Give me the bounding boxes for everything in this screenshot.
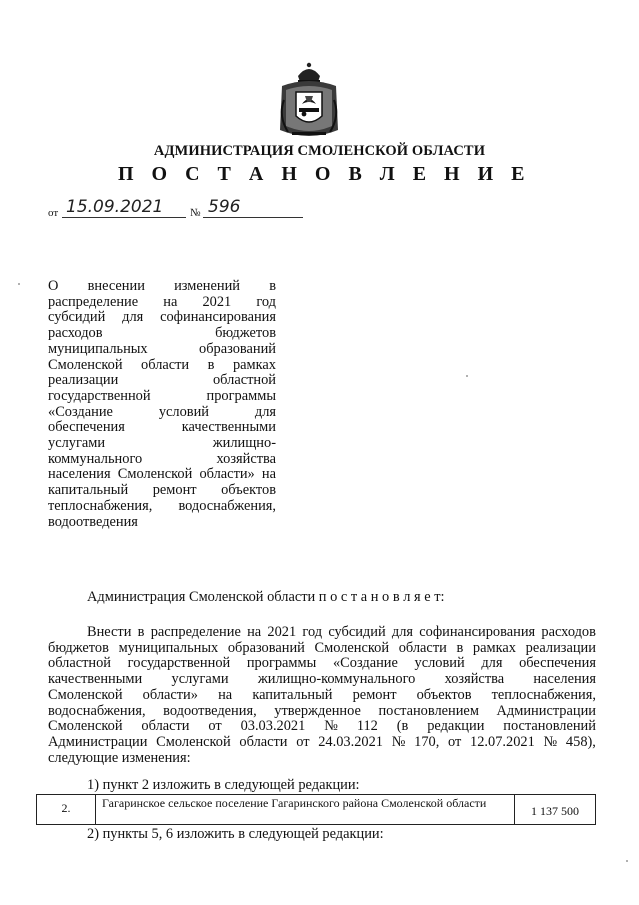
main-text-word: водоснабжения, bbox=[48, 702, 146, 719]
subject-word: областной bbox=[212, 372, 276, 389]
main-text-word: редакции bbox=[427, 718, 485, 735]
subject-word: условий bbox=[158, 403, 209, 420]
subject-line bbox=[48, 483, 276, 499]
main-text-word: 24.03.2021 bbox=[318, 733, 383, 750]
main-text-word: теплоснабжения, bbox=[491, 686, 596, 703]
main-text-word: жилищно-коммунального bbox=[257, 671, 416, 688]
subject-line bbox=[48, 467, 276, 483]
item-2-text: 2) пункты 5, 6 изложить в следующей редакции: bbox=[87, 826, 384, 842]
main-text-line bbox=[48, 656, 596, 672]
date-value: 15.09.2021 bbox=[66, 197, 164, 217]
subject-word: О bbox=[48, 278, 59, 294]
subject-word: в bbox=[207, 356, 215, 373]
scan-speck bbox=[626, 860, 628, 862]
main-text-word: расходов bbox=[541, 624, 596, 640]
main-text-word: области bbox=[398, 639, 447, 656]
subject-line bbox=[48, 279, 276, 295]
organization-title: АДМИНИСТРАЦИЯ СМОЛЕНСКОЙ ОБЛАСТИ bbox=[153, 143, 486, 159]
main-text-word: программы bbox=[246, 655, 317, 672]
coat-of-arms-emblem bbox=[274, 60, 344, 142]
main-text-word: 2021 bbox=[267, 624, 297, 640]
subject-word: качественными bbox=[181, 419, 276, 436]
subject-word: водоснабжения, bbox=[178, 497, 276, 514]
main-text-word: услугами bbox=[171, 671, 229, 688]
subject-word: изменений bbox=[174, 278, 240, 294]
main-text-word: Смоленской bbox=[48, 718, 123, 735]
main-text-line bbox=[48, 751, 596, 767]
main-text-word: областной bbox=[48, 655, 112, 672]
main-text-word: Смоленской bbox=[314, 639, 390, 656]
subject-word: теплоснабжения, bbox=[48, 497, 153, 514]
subject-word: бюджетов bbox=[215, 325, 276, 342]
main-text-line bbox=[48, 735, 596, 751]
subject-line bbox=[48, 515, 276, 531]
main-text-line bbox=[48, 641, 596, 657]
subject-word: образований bbox=[199, 340, 276, 357]
subject-word: ремонт bbox=[152, 482, 197, 499]
main-text-line bbox=[48, 688, 596, 704]
distribution-table-row bbox=[36, 794, 596, 825]
subject-line bbox=[48, 405, 276, 421]
subject-word: хозяйства bbox=[216, 450, 276, 467]
main-text-word: Администрации bbox=[48, 733, 148, 750]
main-text-word: для bbox=[481, 655, 503, 672]
subject-line bbox=[48, 358, 276, 374]
scan-speck bbox=[18, 283, 20, 285]
subject-word: населения bbox=[48, 466, 111, 483]
item-1-text: 1) пункт 2 изложить в следующей редакции: bbox=[87, 777, 360, 793]
subject-word: на bbox=[261, 466, 276, 483]
subject-word: год bbox=[256, 293, 276, 310]
main-text-word: Администрации bbox=[496, 702, 596, 719]
main-text-word: от bbox=[448, 733, 462, 750]
main-text-word: Смоленской bbox=[48, 686, 123, 703]
main-text-word: субсидий bbox=[328, 624, 386, 640]
subject-line bbox=[48, 342, 276, 358]
main-text-word: (в bbox=[396, 718, 409, 735]
number-underline bbox=[203, 217, 303, 218]
subject-block bbox=[48, 279, 276, 530]
main-text-word: реализации bbox=[525, 639, 596, 656]
main-text-word: 170, bbox=[414, 733, 440, 750]
subject-word: капитальный bbox=[48, 482, 129, 499]
table-row-municipality: Гагаринское сельское поселение Гагаринского района Смоленской области bbox=[96, 795, 515, 824]
subject-word: Смоленской bbox=[117, 466, 193, 483]
subject-word: распределение bbox=[48, 293, 139, 310]
main-text-word: утвержденное bbox=[274, 702, 361, 719]
subject-word: муниципальных bbox=[48, 340, 148, 357]
main-text-word: 112 bbox=[356, 718, 378, 735]
subject-line bbox=[48, 389, 276, 405]
subject-word: субсидий bbox=[48, 309, 106, 326]
table-row-number: 2. bbox=[37, 795, 96, 824]
subject-word: коммунального bbox=[48, 450, 143, 467]
date-label: от bbox=[48, 207, 59, 219]
main-text-word: 458), bbox=[565, 733, 596, 750]
main-text-word: № bbox=[324, 718, 338, 735]
item-2-paragraph bbox=[48, 827, 596, 843]
subject-word: Смоленской bbox=[48, 356, 123, 373]
main-text-word: капитальный bbox=[252, 686, 333, 703]
subject-word: на bbox=[163, 293, 178, 310]
subject-word: программы bbox=[206, 387, 276, 404]
subject-word: реализации bbox=[48, 372, 119, 389]
main-text-word: населения bbox=[533, 671, 596, 688]
main-text-word: условий bbox=[414, 655, 465, 672]
subject-word: жилищно- bbox=[212, 435, 276, 452]
scan-speck bbox=[466, 375, 468, 377]
subject-line bbox=[48, 436, 276, 452]
number-label: № bbox=[190, 207, 201, 219]
main-text-word: № bbox=[543, 733, 558, 750]
subject-word: обеспечения bbox=[48, 419, 125, 436]
subject-word: 2021 bbox=[202, 293, 232, 310]
main-text-word: рамках bbox=[472, 639, 516, 656]
number-value: 596 bbox=[208, 197, 241, 217]
item-1-paragraph bbox=[48, 778, 596, 794]
main-text-line bbox=[48, 719, 596, 735]
main-text-word: в bbox=[456, 639, 464, 656]
subject-word: в bbox=[269, 278, 276, 294]
main-text-word: хозяйства bbox=[444, 671, 505, 688]
main-text-word: бюджетов bbox=[48, 639, 109, 656]
resolves-paragraph bbox=[48, 590, 596, 606]
subject-line bbox=[48, 452, 276, 468]
main-text-word: Внести bbox=[87, 624, 132, 640]
subject-line bbox=[48, 420, 276, 436]
main-text-word: постановлением bbox=[378, 702, 479, 719]
subject-line bbox=[48, 295, 276, 311]
main-text-word: софинансирования bbox=[419, 624, 536, 640]
subject-word: водоотведения bbox=[48, 513, 138, 530]
document-type-title: П О С Т А Н О В Л Е Н И Е bbox=[118, 163, 531, 185]
main-text-word: для bbox=[391, 624, 414, 640]
main-text-word: области bbox=[239, 733, 288, 750]
main-text-word: в bbox=[137, 624, 145, 640]
subject-line bbox=[48, 326, 276, 342]
main-text-word: ремонт bbox=[352, 686, 397, 703]
main-text-word: 12.07.2021 bbox=[470, 733, 535, 750]
main-text-line bbox=[48, 704, 596, 720]
main-text-word: на bbox=[247, 624, 262, 640]
main-text-line bbox=[48, 672, 596, 688]
table-row-amount: 1 137 500 bbox=[531, 804, 579, 818]
subject-line bbox=[48, 499, 276, 515]
main-text-word: 03.03.2021 bbox=[240, 718, 306, 735]
main-text-word: Смоленской bbox=[156, 733, 231, 750]
subject-word: для bbox=[122, 309, 144, 326]
main-text-word: области» bbox=[142, 686, 198, 703]
subject-word: расходов bbox=[48, 325, 103, 342]
subject-word: «Создание bbox=[48, 403, 113, 420]
main-text-word: на bbox=[218, 686, 233, 703]
main-text-word: следующие изменения: bbox=[48, 749, 191, 766]
main-text-word: водоотведения, bbox=[163, 702, 257, 719]
subject-word: объектов bbox=[221, 482, 276, 499]
subject-word: софинансирования bbox=[160, 309, 276, 326]
main-text-word: государственной bbox=[127, 655, 231, 672]
main-text-word: муниципальных bbox=[118, 639, 219, 656]
main-text-word: объектов bbox=[416, 686, 472, 703]
subject-word: области bbox=[141, 356, 190, 373]
subject-word: услугами bbox=[48, 435, 106, 452]
subject-line bbox=[48, 310, 276, 326]
date-number-line bbox=[48, 197, 308, 221]
resolves-text: Администрация Смоленской области п о с т а н о в л я е т: bbox=[87, 589, 445, 605]
main-text-word: качественными bbox=[48, 671, 143, 688]
main-text-word: от bbox=[296, 733, 310, 750]
subject-word: области» bbox=[199, 466, 255, 483]
main-text-line bbox=[48, 625, 596, 641]
subject-word: внесении bbox=[87, 278, 145, 294]
main-text-word: «Создание bbox=[332, 655, 398, 672]
main-text-word: постановлений bbox=[503, 718, 596, 735]
subject-word: для bbox=[254, 403, 276, 420]
subject-word: рамках bbox=[232, 356, 276, 373]
main-text-word: образований bbox=[227, 639, 305, 656]
date-underline bbox=[62, 217, 186, 218]
subject-line bbox=[48, 373, 276, 389]
main-paragraph bbox=[48, 625, 596, 766]
main-text-word: № bbox=[391, 733, 406, 750]
main-text-word: год bbox=[302, 624, 323, 640]
main-text-word: распределение bbox=[150, 624, 241, 640]
main-text-word: от bbox=[208, 718, 222, 735]
main-text-word: области bbox=[141, 718, 190, 735]
main-text-word: обеспечения bbox=[519, 655, 596, 672]
subject-word: государственной bbox=[48, 387, 151, 404]
